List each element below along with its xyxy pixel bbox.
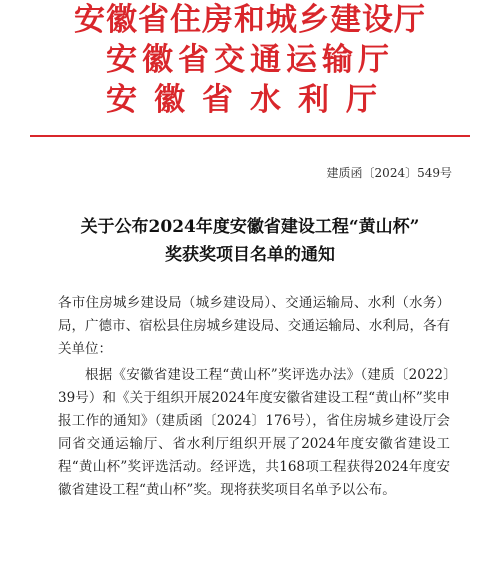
document-title-line2: 奖获奖项目名单的通知 — [165, 245, 335, 265]
issuing-org-water: 安徽省水利厅 — [106, 82, 394, 118]
document-number: 建质函〔2024〕549号 — [326, 166, 452, 180]
document-title-line1: 关于公布2024年度安徽省建设工程“黄山杯” — [80, 217, 420, 237]
addressee: 各市住房城乡建设局（城乡建设局）、交通运输局、水利（水务）局，广德市、宿松县住房城乡建设局、交通运输局、水利局，各有关单位： — [58, 295, 450, 357]
issuing-org-housing: 安徽省住房和城乡建设厅 — [74, 2, 426, 38]
header-divider — [30, 135, 470, 137]
issuing-org-transport: 安徽省交通运输厅 — [106, 42, 394, 78]
body-paragraph: 根据《安徽省建设工程“黄山杯”奖评选办法》（建质〔2022〕39号）和《关于组织开展2024年度安徽省建设工程“黄山杯”奖申报工作的通知》（建质函〔2024〕176号），省住房城乡建设厅会同省交通运输厅、省水利厅组织开展了2024年度安徽省建设工程“黄山杯”奖评选活动。经评选，共168项工程获得2024年度安徽省建设工程“黄山杯”奖。现将获奖项目名单予以公布。 — [58, 367, 450, 498]
